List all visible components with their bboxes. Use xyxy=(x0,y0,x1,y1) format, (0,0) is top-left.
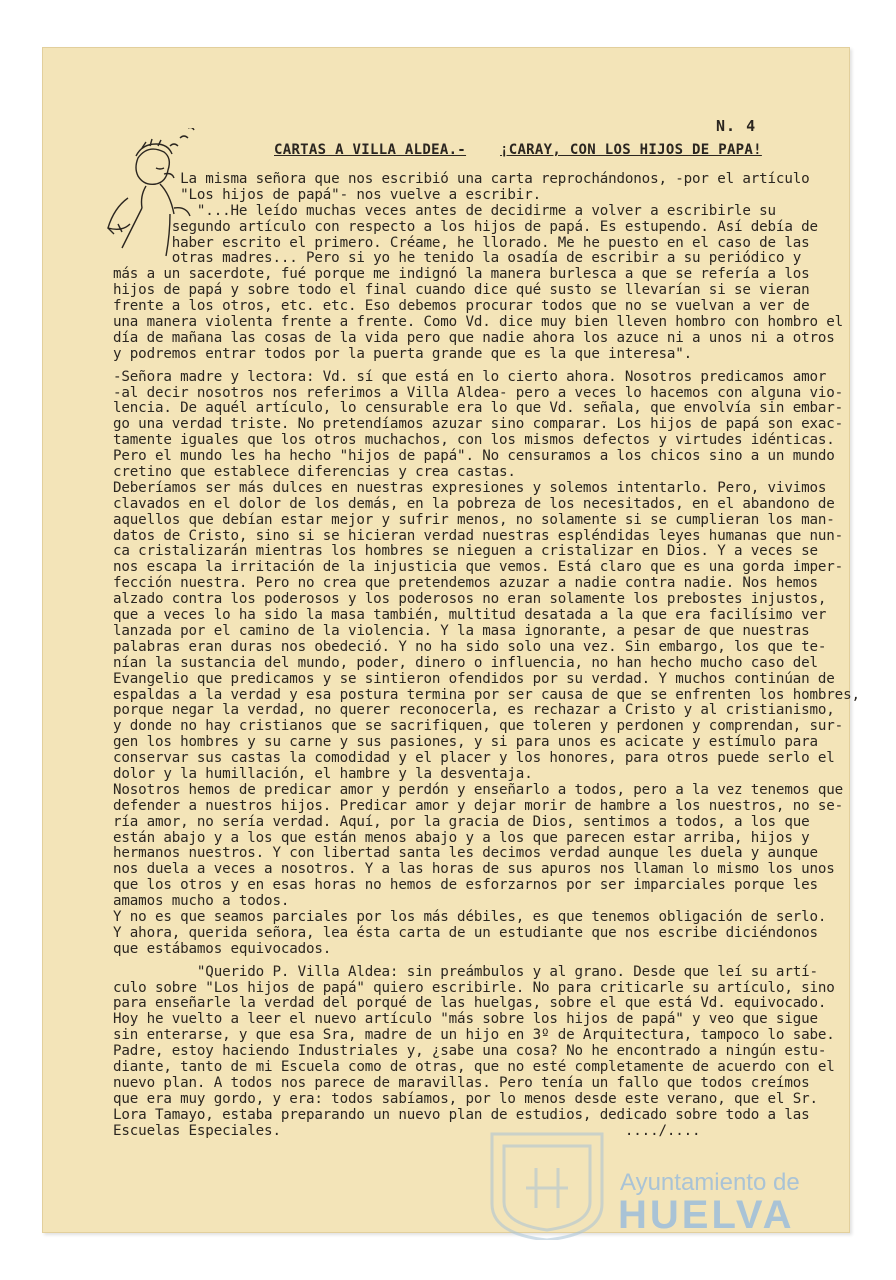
text-line: lencia. De aquél artículo, lo censurable era lo que Vd. señala, que envolvía sin embar- xyxy=(113,400,844,417)
letter-series-title: CARTAS A VILLA ALDEA.- xyxy=(274,142,467,158)
text-line: hijos de papá y sobre todo el final cuando dice qué susto se llevarían si se vieran xyxy=(113,282,810,299)
text-line: culo sobre "Los hijos de papá" quiero escribirle. No para criticarle su artículo, sino xyxy=(113,979,835,996)
text-line: ría amor, no sería verdad. Aquí, por la gracia de Dios, sentimos a todos, a los que xyxy=(113,813,810,830)
text-line: Y no es que seamos parciales por los más débiles, es que tenemos obligación de serlo. xyxy=(113,908,827,925)
text-line: lanzada por el camino de la violencia. Y la masa ignorante, a pesar de que nuestras xyxy=(113,622,810,639)
text-line: clavados en el dolor de los demás, en la pobreza de los necesitados, en el abandono de xyxy=(113,495,835,512)
text-line: nos escapa la irritación de la injusticia que vemos. Está claro que es una gorda imper- xyxy=(113,559,844,576)
text-line: cretino que establece diferencias y crea castas. xyxy=(113,464,516,481)
text-line: que los otros y en esas horas no hemos de esforzarnos por ser imparciales porque les xyxy=(113,877,818,894)
text-line: segundo artículo con respecto a los hijos de papá. Es estupendo. Así debía de xyxy=(113,218,818,235)
text-line: "Los hijos de papá"- nos vuelve a escribir. xyxy=(113,186,541,203)
text-line: más a un sacerdote, fué porque me indignó la manera burlesca a que se refería a los xyxy=(113,266,810,283)
letter-body xyxy=(113,171,860,1139)
text-line: -Señora madre y lectora: Vd. sí que está en lo cierto ahora. Nosotros predicamos amor xyxy=(113,368,827,385)
text-line: día de mañana las cosas de la vida pero que nadie ahora los azuce ni a unos ni a otros xyxy=(113,329,835,346)
article-title: ¡CARAY, CON LOS HIJOS DE PAPA! xyxy=(500,142,762,158)
text-line: defender a nuestros hijos. Predicar amor y dejar morir de hambre a los nuestros, no se- xyxy=(113,797,844,814)
text-line: están abajo y a los que están menos abajo y a los que parecen estar arriba, hijos y xyxy=(113,829,810,846)
text-line: alzado contra los poderosos y los poderosos no eran solamente los prebostes injustos, xyxy=(113,591,827,608)
text-line: Evangelio que predicamos y se sintieron ofendidos por su verdad. Y muchos continúan de xyxy=(113,670,835,687)
text-line: gen los hombres y su carne y sus pasiones, y si para unos es acicate y estímulo para xyxy=(113,734,818,751)
text-line: nos duela a veces a nosotros. Y a las horas de sus apuros nos llaman lo mismo los unos xyxy=(113,861,835,878)
text-line: go una verdad triste. No pretendíamos azuzar sino comparar. Los hijos de papá son exac- xyxy=(113,416,844,433)
text-line: aquellos que debían estar mejor y sufrir menos, no solamente si se cumplieran los man- xyxy=(113,511,835,528)
text-line: "...He leído muchas veces antes de decidirme a volver a escribirle su xyxy=(113,202,776,219)
text-line: datos de Cristo, sino si se hicieran verdad nuestras espléndidas leyes humanas que nun- xyxy=(113,527,844,544)
text-line: Pero el mundo les ha hecho "hijos de papá". No censuramos a los chicos sino a un mundo xyxy=(113,448,835,465)
text-line: dolor y la humillación, el hambre y la desventaja. xyxy=(113,765,533,782)
text-line: que era muy gordo, y era: todos sabíamos, por lo menos desde este verano, que el Sr. xyxy=(113,1090,818,1107)
text-line: que a veces lo ha sido la masa también, multitud desatada a la que era facilísimo ver xyxy=(113,607,827,624)
text-line: amamos mucho a todos. xyxy=(113,893,290,910)
text-line: -al decir nosotros nos referimos a Villa Aldea- pero a veces lo hacemos con alguna vio- xyxy=(113,384,844,401)
text-line: para enseñarle la verdad del porqué de las huelgas, sobre el que está Vd. equivocado. xyxy=(113,995,827,1012)
text-line: Padre, estoy haciendo Industriales y, ¿sabe una cosa? No he encontrado a ningún estu- xyxy=(113,1043,827,1060)
text-line: nuevo plan. A todos nos parece de maravillas. Pero tenía un fallo que todos creímos xyxy=(113,1074,810,1091)
text-line: Nosotros hemos de predicar amor y perdón y enseñarlo a todos, pero a la vez tenemos que xyxy=(113,781,844,798)
text-line: porque negar la verdad, no querer reconocerla, es rechazar a Cristo y al cristianismo, xyxy=(113,702,835,719)
text-line: palabras eran duras nos obedeció. Y no ha sido solo una vez. Sin embargo, los que te- xyxy=(113,638,827,655)
text-line: y podremos entrar todos por la puerta grande que es la que interesa". xyxy=(113,345,693,362)
text-line: otras madres... Pero si yo he tenido la osadía de escribir a su periódico y xyxy=(113,250,802,267)
text-line: Deberíamos ser más dulces en nuestras expresiones y solemos intentarlo. Pero, vivimos xyxy=(113,479,827,496)
text-line: hermanos nuestros. Y con libertad santa les decimos verdad aunque les duela y aunque xyxy=(113,845,818,862)
text-line: una manera violenta frente a frente. Como Vd. dice muy bien lleven hombro con hombro el xyxy=(113,314,844,331)
text-line: Escuelas Especiales. ..../.... xyxy=(113,1122,701,1139)
text-line: Y ahora, querida señora, lea ésta carta de un estudiante que nos escribe diciéndonos xyxy=(113,924,818,941)
watermark-line1: Ayuntamiento de xyxy=(620,1169,800,1196)
text-line: ca cristalizarán mientras los hombres se nieguen a cristalizar en Dios. Y a veces se xyxy=(113,543,818,560)
text-line: La misma señora que nos escribió una carta reprochándonos, -por el artículo xyxy=(113,171,810,187)
page-number: N. 4 xyxy=(716,117,757,135)
text-line: Lora Tamayo, estaba preparando un nuevo plan de estudios, dedicado sobre todo a las xyxy=(113,1106,810,1123)
watermark-line2: HUELVA xyxy=(618,1193,795,1237)
text-line: haber escrito el primero. Créame, he llorado. Me he puesto en el caso de las xyxy=(113,234,810,251)
text-line: que estábamos equivocados. xyxy=(113,940,332,957)
text-line: nían la sustancia del mundo, poder, dinero o influencia, no han hecho mucho caso del xyxy=(113,654,818,671)
text-line: Hoy he vuelto a leer el nuevo artículo "más sobre los hijos de papá" y veo que sigue xyxy=(113,1011,818,1028)
text-line: espaldas a la verdad y esa postura termina por ser causa de que se enfrenten los hombres, xyxy=(113,686,860,703)
text-line: "Querido P. Villa Aldea: sin preámbulos y al grano. Desde que leí su artí- xyxy=(113,963,818,980)
text-line: conservar sus castas la comodidad y el placer y los honores, para otros puede serlo el xyxy=(113,750,835,767)
text-line: diante, tanto de mi Escuela como de otras, que no esté completamente de acuerdo con el xyxy=(113,1058,835,1075)
text-line: tamente iguales que los otros muchachos, con los mismos defectos y virtudes idénticas. xyxy=(113,432,835,449)
text-line: fección nuestra. Pero no crea que pretendemos azuzar a nadie contra nadie. Nos hemos xyxy=(113,575,818,592)
text-line: sin enterarse, y que esa Sra, madre de un hijo en 3º de Arquitectura, tampoco lo sabe. xyxy=(113,1027,835,1044)
text-line: y donde no hay cristianos que se sacrifiquen, que toleren y perdonen y comprendan, sur- xyxy=(113,718,844,735)
text-line: frente a los otros, etc. etc. Eso debemos procurar todos que no se vuelvan a ver de xyxy=(113,298,810,315)
